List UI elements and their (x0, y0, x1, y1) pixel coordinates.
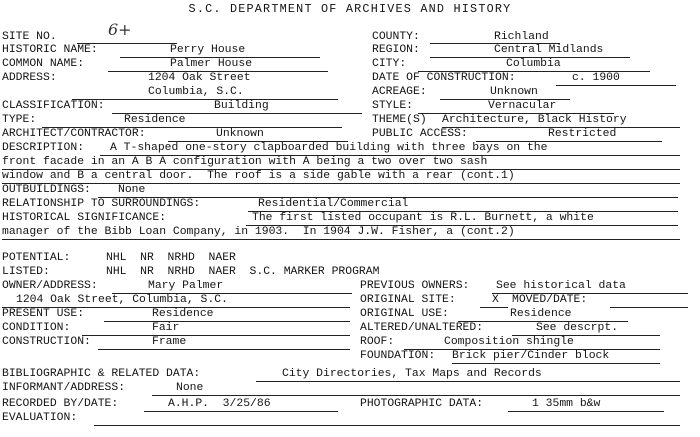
address-underline (72, 99, 338, 100)
altered-value: See descrpt. (536, 322, 619, 334)
informant-underline (152, 395, 680, 396)
construction-underline (98, 349, 350, 350)
informant-label: INFORMANT/ADDRESS: (2, 382, 126, 394)
historic-name-label: HISTORIC NAME: (2, 44, 98, 56)
classification-label: CLASSIFICATION: (2, 100, 105, 112)
description-underline-3 (2, 183, 680, 184)
owner-value: Mary Palmer (148, 280, 224, 292)
date-of-construction-label: DATE OF CONSTRUCTION: (372, 72, 516, 84)
foundation-value: Brick pier/Cinder block (452, 350, 610, 362)
public-access-label: PUBLIC ACCESS: (372, 128, 468, 140)
description-line2: front facade in an A B A configuration with A being a two over two sash (2, 156, 488, 168)
themes-label: THEME(S) (372, 114, 427, 126)
architect-value: Unknown (216, 128, 264, 140)
common-name-label: COMMON NAME: (2, 58, 85, 70)
acreage-value: Unknown (490, 86, 538, 98)
evaluation-label: EVALUATION: (2, 412, 78, 424)
acreage-label: ACREAGE: (372, 86, 427, 98)
foundation-underline (452, 363, 660, 364)
photographic-label: PHOTOGRAPHIC DATA: (360, 398, 484, 410)
original-site-value: X (492, 294, 499, 306)
historical-significance-line1: The first listed occupant is R.L. Burnett, a white (252, 212, 594, 224)
potential-label: POTENTIAL: (2, 252, 71, 264)
form-header: S.C. DEPARTMENT OF ARCHIVES AND HISTORY (188, 2, 512, 16)
relationship-label: RELATIONSHIP TO SURROUNDINGS: (2, 198, 201, 210)
informant-value: None (176, 382, 204, 394)
foundation-label: FOUNDATION: (360, 350, 436, 362)
city-value: Columbia (506, 58, 561, 70)
roof-label: ROOF: (360, 336, 395, 348)
outbuildings-value: None (118, 184, 146, 196)
architect-label: ARCHITECT/CONTRACTOR: (2, 128, 146, 140)
county-value: Richland (494, 31, 549, 43)
city-label: CITY: (372, 58, 407, 70)
style-label: STYLE: (372, 100, 414, 112)
original-use-label: ORIGINAL USE: (360, 308, 449, 320)
condition-label: CONDITION: (2, 322, 71, 334)
style-value: Vernacular (488, 100, 557, 112)
historical-significance-line2: manager of the Bibb Loan Company, in 1903. In 1904 J.W. Fisher, a (cont.2) (2, 226, 515, 238)
historical-significance-label: HISTORICAL SIGNIFICANCE: (2, 212, 167, 224)
recorded-by-label: RECORDED BY/DATE: (2, 398, 119, 410)
county-label: COUNTY: (372, 31, 420, 43)
condition-value: Fair (152, 322, 180, 334)
description-line3: window and B a central door. The roof is a side gable with a rear (cont.1) (2, 170, 515, 182)
date-underline (556, 85, 676, 86)
listed-value: NHL NR NRHD NAER S.C. MARKER PROGRAM (106, 266, 380, 278)
historic-name-value: Perry House (170, 44, 246, 56)
previous-owners-value: See historical data (496, 280, 626, 292)
bibliographic-value: City Directories, Tax Maps and Records (282, 368, 542, 380)
themes-value: Architecture, Black History (442, 114, 627, 126)
address-label: ADDRESS: (2, 72, 57, 84)
region-value: Central Midlands (494, 44, 604, 56)
description-line1: A T-shaped one-story clapboarded building with three bays on the (110, 142, 548, 154)
original-use-value: Residence (510, 308, 572, 320)
original-site-label: ORIGINAL SITE: (360, 294, 456, 306)
description-label: DESCRIPTION: (2, 142, 85, 154)
type-label: TYPE: (2, 114, 37, 126)
recorded-by-value: A.H.P. 3/25/86 (168, 398, 271, 410)
condition-underline (82, 335, 350, 336)
common-name-value: Palmer House (170, 58, 253, 70)
original-site-underline (480, 307, 508, 308)
potential-value: NHL NR NRHD NAER (106, 252, 236, 264)
region-label: REGION: (372, 44, 420, 56)
moved-date-underline (610, 307, 688, 308)
construction-label: CONSTRUCTION: (2, 336, 91, 348)
listed-label: LISTED: (2, 266, 50, 278)
owner-label: OWNER/ADDRESS: (2, 280, 98, 292)
address-line1: 1204 Oak Street (148, 72, 251, 84)
relationship-value: Residential/Commercial (258, 198, 409, 210)
site-no-label: SITE NO. (2, 31, 57, 43)
date-of-construction-value: c. 1900 (572, 72, 620, 84)
outbuildings-label: OUTBUILDINGS: (2, 184, 91, 196)
altered-label: ALTERED/UNALTERED: (360, 322, 484, 334)
classification-value: Building (214, 100, 269, 112)
type-value: Residence (124, 114, 186, 126)
moved-date-label: MOVED/DATE: (512, 294, 588, 306)
public-access-value: Restricted (548, 128, 617, 140)
site-no-value: 6+ (108, 20, 132, 39)
photographic-value: 1 35mm b&w (532, 398, 601, 410)
previous-owners-label: PREVIOUS OWNERS: (360, 280, 470, 292)
address-line2: Columbia, S.C. (148, 86, 244, 98)
bibliographic-label: BIBLIOGRAPHIC & RELATED DATA: (2, 368, 201, 380)
roof-value: Composition shingle (444, 336, 574, 348)
present-use-label: PRESENT USE: (2, 308, 85, 320)
construction-value: Frame (152, 336, 187, 348)
evaluation-underline (94, 425, 680, 426)
present-use-underline (104, 321, 350, 322)
owner-address: 1204 Oak Street, Columbia, S.C. (16, 294, 228, 306)
recorded-by-underline (144, 411, 338, 412)
bibliographic-underline (256, 381, 680, 382)
historical-significance-underline-2 (2, 239, 680, 240)
photographic-underline (508, 411, 664, 412)
present-use-value: Residence (152, 308, 214, 320)
